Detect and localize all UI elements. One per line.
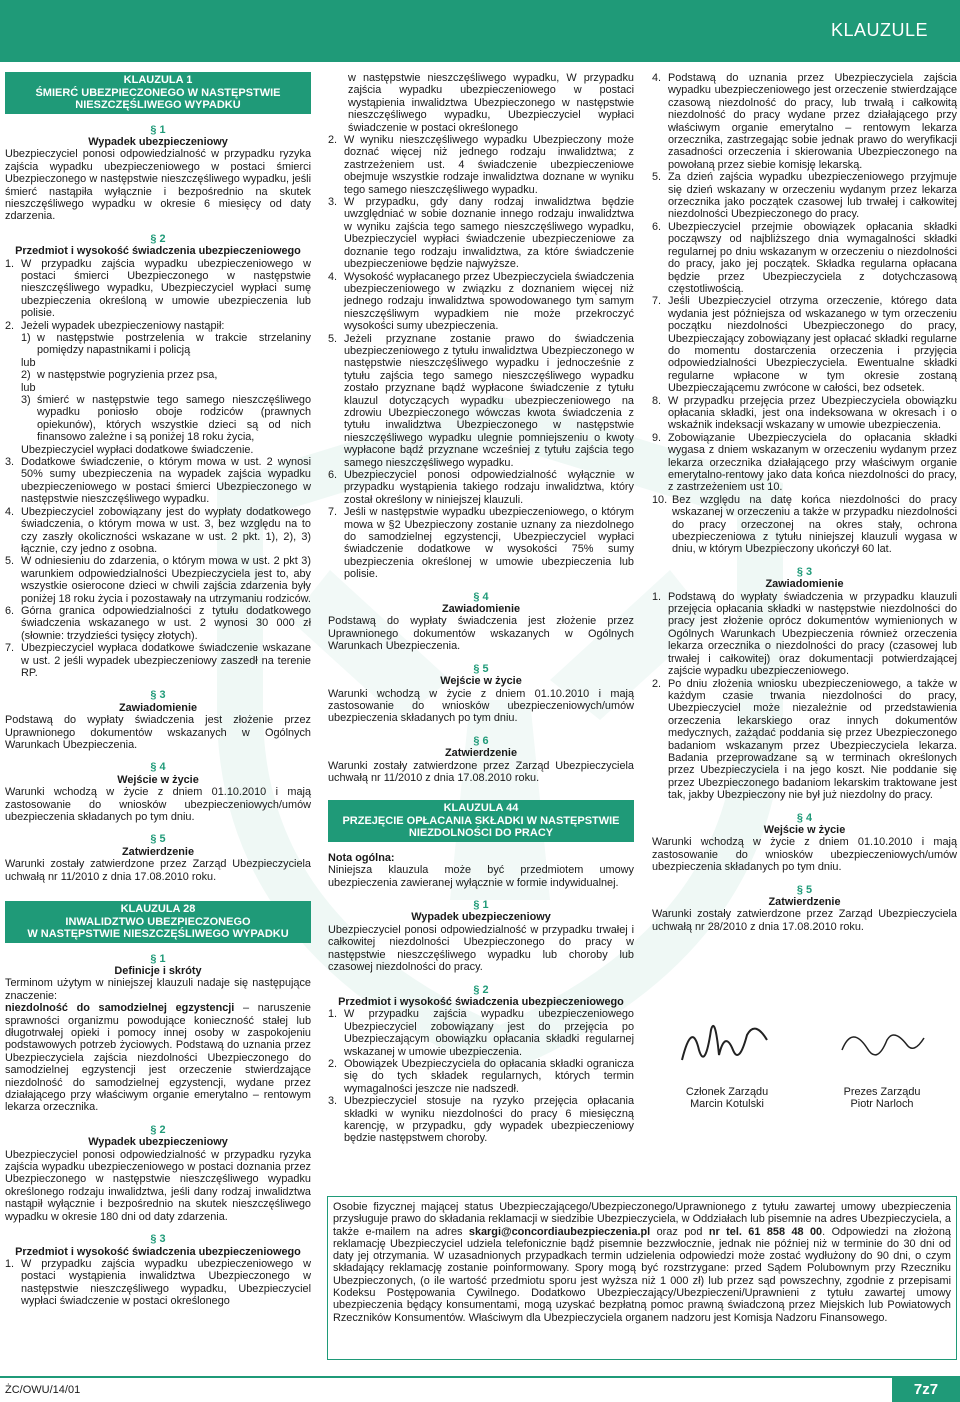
list-item: 1. Podstawą do wypłaty świadczenia w przypadku klauzuli przejęcia opłacania składki w następstwie niezdolności do pracy jest złożenie oprócz dokumentów wymienionych w Ogólnych Warunkach Ubezpieczenia również orzeczenia lekarza orzecznika o niezdolności do pracy (czasowej lub trwałej i całkowitej) oraz dokumentacji potwierdzającej zajście wypadku ubezpieczeniowego.	[652, 590, 957, 678]
paragraph-number: § 1	[150, 123, 166, 136]
paragraph-number: § 1	[150, 952, 166, 965]
list-item: 4. Ubezpieczyciel zobowiązany jest do wypłaty dodatkowego świadczenia, o którym mowa w ust. 3, bez względu na to czy zaszły okoliczności wskazane w ust. 2 pkt. 1), 2), 3) łącznie, czy jedno z osobna.	[5, 505, 311, 555]
paragraph-number: § 2	[150, 232, 166, 245]
paragraph-number: § 5	[473, 662, 489, 675]
list-item: 6. Górna granica odpowiedzialności z tytułu dodatkowego świadczenia wskazanego w ust. 2 wynosi 30 000 zł (słownie: trzydzieści tysięcy złotych).	[5, 604, 311, 642]
paragraph-text: Ubezpieczyciel ponosi odpowiedzialność w przypadku ryzyka zajścia wypadku ubezpieczeniowego w postaci doznania przez Ubezpieczonego w następstwie nieszczęśliwego wypadku określonego rodzaju inwalidztwa, jeśli dany rodzaj inwalidztwa nastąpił wyłącznie i bezpośrednio na skutek nieszczęśliwego wypadku w okresie 180 dni od daty zdarzenia.	[5, 1148, 311, 1223]
item-list	[652, 72, 957, 556]
column-3	[652, 72, 957, 933]
list-item: 6. Ubezpieczyciel przejmie obowiązek opłacania składki począwszy od najbliższego dnia wymagalności składki regularnej po dniu wskazanym w orzeczeniu o niezdolności do pracy, jako jej początek. Składka regularna opłacana będzie przez Ubezpieczyciela z dotychczasową częstotliwością.	[652, 220, 957, 295]
complaints-info-box: Osobie fizycznej mającej status Ubezpieczającego/Ubezpieczonego/Uprawnionego z tytułu zawartej umowy ubezpieczenia przysługuje prawo do składania reklamacji w siedzibie Ubezpieczyciela, w Oddziałach lub pisemnie na adres Ubezpieczyciela, a także e-mailem na adres skargi@concordiaubezpieczenia.pl oraz pod nr tel. 61 858 48 00. Odpowiedzi na złożoną reklamację Ubezpieczyciel udziela telefonicznie bądź pisemnie bezzwłocznie, jednak nie później niż w terminie do 30 dni od daty jej otrzymania. W uzasadnionych przypadkach termin udzielenia odpowiedzi może zostać wydłużony do 90 dni, o czym składający reklamację zostanie poinformowany. Spory mogą być rozstrzygane: przed Sądem Polubownym przy Rzeczniku Ubezpieczonych, (o ile wartość przedmiotu sporu jest wyższa niż 1 000 zł) lub przez sąd powszechny, zgodnie z przepisami Kodeksu Postępowania Cywilnego. Dodatkowo Ubezpieczający/Ubezpieczeni/Uprawnieni z tytułu zawartej umowy ubezpieczenia będący konsumentami, mogą uzyskać bezpłatną pomoc prawną świadczoną przez Miejskich lub Powiatowych Rzeczników Konsumentów. Właściwym dla Ubezpieczyciela organem nadzoru jest Komisja Nadzoru Finansowego.	[327, 1196, 957, 1360]
paragraph-text: Warunki zostały zatwierdzone przez Zarząd Ubezpieczyciela uchwałą nr 11/2010 z dnia 17.08.2010 roku.	[328, 759, 634, 784]
footer-divider	[0, 1376, 960, 1378]
paragraph-title: Zatwierdzenie	[444, 747, 518, 760]
signature-left-icon	[677, 1010, 777, 1076]
paragraph-number: § 4	[473, 590, 489, 603]
list-item: 10. Bez względu na datę końca niezdolności do pracy wskazanej w orzeczeniu a także w przypadku niezdolności do pracy orzeczonej na okres stały, ochrona ubezpieczeniowa z tytułu niniejszej klauzuli wygasa w dniu, w którym Ubezpieczony ukończył 60 lat.	[652, 493, 957, 556]
paragraph-text: Warunki wchodzą w życie z dniem 01.10.2010 i mają zastosowanie do wniosków ubezpieczeniowych/umów ubezpieczenia składanych po tym dniu.	[652, 836, 957, 874]
paragraph-title: Zatwierdzenie	[121, 845, 195, 858]
list-item: 3. W przypadku, gdy dany rodzaj inwalidztwa będzie uwzględniać w sobie doznanie innego rodzaju inwalidztwa w wyniku zajścia tego samego nieszczęśliwego wypadku, Ubezpieczyciel wypłaci świadczenie ubezpieczeniowe za doznanie tego rodzaju inwalidztwa, za które świadczenie ubezpieczeniowe będzie najwyższe.	[328, 196, 634, 271]
paragraph-title: Przedmiot i wysokość świadczenia ubezpieczeniowego	[15, 1245, 301, 1258]
paragraph-title: Wejście w życie	[440, 675, 522, 688]
list-item: 1. W przypadku zajścia wypadku ubezpieczeniowego w postaci śmierci Ubezpieczonego w następstwie nieszczęśliwego wypadku, Ubezpieczyciel wypłaci sumę ubezpieczenia określoną w umowie ubezpieczenia lub polisie.	[5, 257, 311, 320]
paragraph-number: § 5	[796, 883, 813, 896]
list-item: 1. W przypadku zajścia wypadku ubezpieczeniowego w postaci wystąpienia inwalidztwa Ubezpieczonego w następstwie nieszczęśliwego wypadku, Ubezpieczyciel wypłaci świadczenie w postaci określonego	[5, 1257, 311, 1308]
paragraph-text: Warunki zostały zatwierdzone przez Zarząd Ubezpieczyciela uchwałą nr 28/2010 z dnia 17.08.2010 roku.	[652, 908, 957, 933]
paragraph-title: Wypadek ubezpieczeniowy	[88, 135, 228, 148]
paragraph-number: § 3	[150, 689, 166, 702]
list-item: 2. Po dniu złożenia wniosku ubezpieczeniowego, a także w każdym czasie trwania niezdolności do pracy, Ubezpieczyciel może niezależnie od przedstawienia orzeczenia lekarskiego oraz innych dokumentów medycznych, zażądać poddania się przez Ubezpieczonego badaniom wskazanym przez Ubezpieczyciela lekarza. Badania przeprowadzane są w terminach określonych przez Ubezpieczyciela i na jego koszt. Nie poddanie się przez Ubezpieczonego badaniom lekarskim traktowane jest tak, jakby Ubezpieczony nie był już niezdolny do pracy.	[652, 677, 957, 802]
paragraph-number: § 6	[473, 734, 489, 747]
paragraph-text: Warunki zostały zatwierdzone przez Zarząd Ubezpieczyciela uchwałą nr 11/2010 z dnia 17.08.2010 roku.	[5, 858, 311, 883]
paragraph-text: Ubezpieczyciel ponosi odpowiedzialność w przypadku ryzyka zajścia wypadku ubezpieczeniowego w postaci śmierci Ubezpieczonego w następstwie nieszczęśliwego wypadku, jeśli śmierć nastąpiła wyłącznie i bezpośrednio na skutek nieszczęśliwego wypadku w okresie 6 miesięcy od daty zdarzenia.	[5, 148, 311, 223]
paragraph-text: Terminom użytym w niniejszej klauzuli nadaje się następujące znaczenie: niezdolność do samodzielnej egzystencji – naruszenie sprawności organizmu powodujące konieczność stałej lub długotrwałej opieki i pomocy innej osoby w zaspokojeniu podstawowych potrzeb życiowych. Podstawą do uznania przez Ubezpieczyciela zajścia niezdolności Ubezpieczonego do samodzielnej egzystencji jest orzeczenie stwierdzające niezdolność do samodzielnej egzystencji, wydane przez działającego przy właściwym organie emerytalno – rentowym lekarza orzecznika.	[5, 977, 311, 1114]
paragraph-title: Zatwierdzenie	[768, 896, 841, 908]
signature-left: Członek Zarządu Marcin Kotulski	[685, 1086, 769, 1111]
list-item: 4. Wysokość wypłacanego przez Ubezpieczyciela świadczenia ubezpieczeniowego w związku z doznaniem więcej niż jednego rodzaju inwalidztwa spowodowanego tym samym nieszczęśliwym wypadkiem nie może przekroczyć wysokości sumy ubezpieczenia.	[328, 270, 634, 333]
list-item: 3. Dodatkowe świadczenie, o którym mowa w ust. 2 wynosi 50% sumy ubezpieczenia na wypadek zajścia wypadku ubezpieczeniowego w postaci śmierci Ubezpieczonego w następstwie nieszczęśliwego wypadku.	[5, 456, 311, 506]
paragraph-text: Warunki wchodzą w życie z dniem 01.10.2010 i mają zastosowanie do wniosków ubezpieczeniowych/umów ubezpieczenia składanych po tym dniu.	[328, 687, 634, 725]
paragraph-title: Zawiadomienie	[441, 603, 521, 616]
paragraph-title: Wejście w życie	[117, 773, 199, 786]
list-item: 2. Obowiązek Ubezpieczyciela do opłacania składki ogranicza się do tych składek regularnych, których termin wymagalności jeszcze nie nadszedł.	[328, 1057, 634, 1095]
page-title: KLAUZULE	[830, 20, 928, 40]
list-item: 7. Ubezpieczyciel wypłaca dodatkowe świadczenie wskazane w ust. 2 jeśli wypadek ubezpieczeniowy zaszedł na terenie RP.	[5, 642, 311, 679]
paragraph-title: Wypadek ubezpieczeniowy	[411, 911, 551, 924]
item-list	[328, 1008, 634, 1144]
list-item: 9. Zobowiązanie Ubezpieczyciela do opłacania składki wygasa z dniem wskazanym w orzeczeniu wydanym przez lekarza orzecznika działającego przy właściwym organie emerytalno-rentowy jako data końca niezdolności do pracy, z zastrzeżeniem ust 10.	[652, 431, 957, 494]
paragraph-number: § 3	[796, 565, 813, 578]
item-list	[5, 258, 311, 680]
paragraph-number: § 3	[150, 1233, 166, 1246]
list-item: 5. W odniesieniu do zdarzenia, o którym mowa w ust. 2 pkt 3) warunkiem odpowiedzialności Ubezpieczyciela jest to, aby wszystkie osierocone dzieci w chwili zajścia zdarzenia były poniżej 18 roku życia i pozostawały na utrzymaniu rodziców.	[5, 555, 311, 605]
list-item: 3. Ubezpieczyciel stosuje na ryzyko przejęcia opłacania składki w wyniku niezdolności do pracy 6 miesięczną karencję, w przypadku, gdy wypadek ubezpieczeniowy będzie następstwem choroby.	[328, 1095, 634, 1145]
item-list	[328, 134, 634, 581]
complaints-phone: nr tel. 61 858 48 00	[708, 1225, 823, 1238]
list-item: 2. Jeżeli wypadek ubezpieczeniowy nastąpił: 1) w następstwie postrzelenia w trakcie strzelaniny pomiędzy napastnikami i policją lub 2) w następstwie pogryzienia przez psa, lub 3) śmierć w następstwie tego samego nieszczęśliwego wypadku poniosło oboje rodziców (prawnych opiekunów), których wszystkie dzieci są od nich finansowo zależne i są poniżej 18 roku życia, Ubezpieczyciel wypłaci dodatkowe świadczenie.	[5, 319, 311, 456]
page-number-badge: 7z7	[892, 1378, 960, 1402]
complaints-email-link[interactable]: skargi@concordiaubezpieczenia.pl	[468, 1225, 651, 1238]
list-item: 4. Podstawą do uznania przez Ubezpieczyciela zajścia wypadku ubezpieczeniowego jest orzeczenie stwierdzające czasową niezdolność do pracy, lub trwałą i całkowitą niezdolność do pracy wydane przez działającego przy właściwym organie emerytalno – rentowym lekarza orzecznika, zastrzegając sobie jednak prawo do weryfikacji zasadności orzeczenia i skierowania Ubezpieczonego na powołaną przez siebie komisję lekarską.	[652, 72, 957, 171]
list-item: 5. Za dzień zajścia wypadku ubezpieczeniowego przyjmuje się dzień wskazany w orzeczeniu wydanym przez lekarza orzecznika jako początek czasowej lub trwałej i całkowitej niezdolności Ubezpieczonego do pracy.	[652, 171, 957, 221]
paragraph-text: Podstawą do wypłaty świadczenia jest złożenie przez Uprawnionego dokumentów wskazanych w Ogólnych Warunkach Ubezpieczenia.	[328, 615, 634, 653]
paragraph-title: Definicje i skróty	[114, 964, 202, 977]
paragraph-title: Przedmiot i wysokość świadczenia ubezpieczeniowego	[15, 245, 301, 258]
paragraph-number: § 4	[796, 811, 813, 824]
paragraph-number: § 5	[150, 833, 166, 846]
paragraph-number: § 1	[473, 899, 489, 912]
paragraph-text: Ubezpieczyciel ponosi odpowiedzialność w przypadku trwałej i całkowitej niezdolności Ubezpieczonego do pracy w następstwie nieszczęśliwego wypadku lub choroby lub czasowej niezdolności do pracy.	[328, 923, 634, 974]
list-item: 2. W wyniku nieszczęśliwego wypadku Ubezpieczony może doznać więcej niż jednego rodzaju inwalidztwa; z zastrzeżeniem ust. 4 świadczenie ubezpieczeniowe obejmuje wszystkie rodzaje inwalidztwa doznane w wyniku tego samego nieszczęśliwego wypadku.	[328, 134, 634, 196]
paragraph-text: Podstawą do wypłaty świadczenia jest złożenie przez Uprawnionego dokumentów wskazanych w Ogólnych Warunkach Ubezpieczenia.	[5, 714, 311, 751]
paragraph-title: Wejście w życie	[763, 823, 846, 836]
clause-28-title: KLAUZULA 28 INWALIDZTWO UBEZPIECZONEGO W NASTĘPSTWIE NIESZCZĘŚLIWEGO WYPADKU	[5, 901, 311, 943]
paragraph-text: Warunki wchodzą w życie z dniem 01.10.2010 i mają zastosowanie do wniosków ubezpieczeniowych/umów ubezpieczenia składanych po tym dniu.	[5, 786, 311, 824]
list-item: 7. Jeśli Ubezpieczyciel otrzyma orzeczenie, którego data wydania jest późniejsza od wskazanego w tym orzeczeniu początku niezdolności Ubezpieczonego do pracy, Ubezpieczający zobowiązany jest opłacać składki regularne do momentu dostarczenia orzeczenia i przyjęcia odpowiedzialności Ubezpieczyciela. Ewentualne składki regularne wpłacone w tym okresie zostaną Ubezpieczającemu zwrócone w całości, bez odsetek.	[652, 295, 957, 395]
signatures	[652, 1010, 957, 1110]
list-item: 7. Jeśli w następstwie wypadku ubezpieczeniowego, o którym mowa w §2 Ubezpieczony zostanie uznany za niezdolnego do samodzielnej egzystencji, Ubezpieczyciel wypłaci świadczenie dodatkowe w wysokości 75% sumy ubezpieczenia określonej w umowie ubezpieczenia lub polisie.	[328, 506, 634, 581]
paragraph-number: § 2	[473, 983, 489, 996]
list-item: 6. Ubezpieczyciel ponosi odpowiedzialność wyłącznie w przypadku wystąpienia takiego rodzaju inwalidztwa, który został określony w niniejszej klauzuli.	[328, 469, 634, 506]
column-1	[5, 72, 311, 1308]
paragraph-title: Przedmiot i wysokość świadczenia ubezpieczeniowego	[338, 995, 624, 1008]
item-list	[5, 1258, 311, 1308]
signature-right-icon	[832, 1010, 932, 1076]
list-item: 5. Jeżeli przyznane zostanie prawo do świadczenia ubezpieczeniowego z tytułu inwalidztwa Ubezpieczonego w następstwie nieszczęśliwego wypadku i jednocześnie z tytułu zajścia tego samego nieszczęśliwego wypadku zostało przyznane bądź wypłacone świadczenie z tytułu klauzul dotyczących wypadku ubezpieczeniowego na zdrowiu Ubezpieczonego wówczas kwota świadczenia z tytułu inwalidztwa Ubezpieczonego w następstwie nieszczęśliwego wypadku ulegnie pomniejszeniu o kwoty wypłacone bądź przyznane wcześniej z tytułu zajścia tego samego nieszczęśliwego wypadku.	[328, 332, 634, 469]
paragraph-number: § 4	[150, 761, 166, 774]
item-list	[652, 591, 957, 802]
clause-44-title: KLAUZULA 44 PRZEJĘCIE OPŁACANIA SKŁADKI W NASTĘPSTWIE NIEZDOLNOŚCI DO PRACY	[328, 800, 634, 842]
list-item: 8. W przypadku przejęcia przez Ubezpieczyciela obowiązku opłacania składki, jest ona indeksowana w okresach i o wskaźnik indeksacji wskazany w umowie ubezpieczenia.	[652, 394, 957, 432]
paragraph-title: Zawiadomienie	[765, 578, 844, 591]
signature-right: Prezes Zarządu Piotr Narloch	[843, 1086, 921, 1111]
general-note: Nota ogólna: Niniejsza klauzula może być przedmiotem umowy ubezpieczenia zawieranej wyłącznie w formie indywidualnej.	[328, 851, 634, 889]
paragraph-number: § 2	[150, 1123, 166, 1136]
list-item: 1. W przypadku zajścia wypadku ubezpieczeniowego Ubezpieczyciel zobowiązany jest do przejęcia po Ubezpieczającym obowiązku opłacania składki regularnej wskazanej w umowie ubezpieczenia.	[328, 1008, 634, 1058]
paragraph-title: Zawiadomienie	[118, 701, 198, 714]
document-code: ŻC/OWU/14/01	[5, 1384, 81, 1396]
column-2	[328, 72, 634, 1145]
paragraph-text: w następstwie nieszczęśliwego wypadku, W przypadku zajścia wypadku ubezpieczeniowego w postaci wystąpienia inwalidztwa Ubezpieczonego w następstwie nieszczęśliwego wypadku, Ubezpieczyciel wypłaci świadczenie w postaci określonego	[348, 72, 634, 134]
header-bar	[0, 0, 960, 62]
clause-1-title: KLAUZULA 1 ŚMIERĆ UBEZPIECZONEGO W NASTĘPSTWIE NIESZCZĘŚLIWEGO WYPADKU	[5, 72, 311, 114]
paragraph-title: Wypadek ubezpieczeniowy	[88, 1136, 228, 1149]
